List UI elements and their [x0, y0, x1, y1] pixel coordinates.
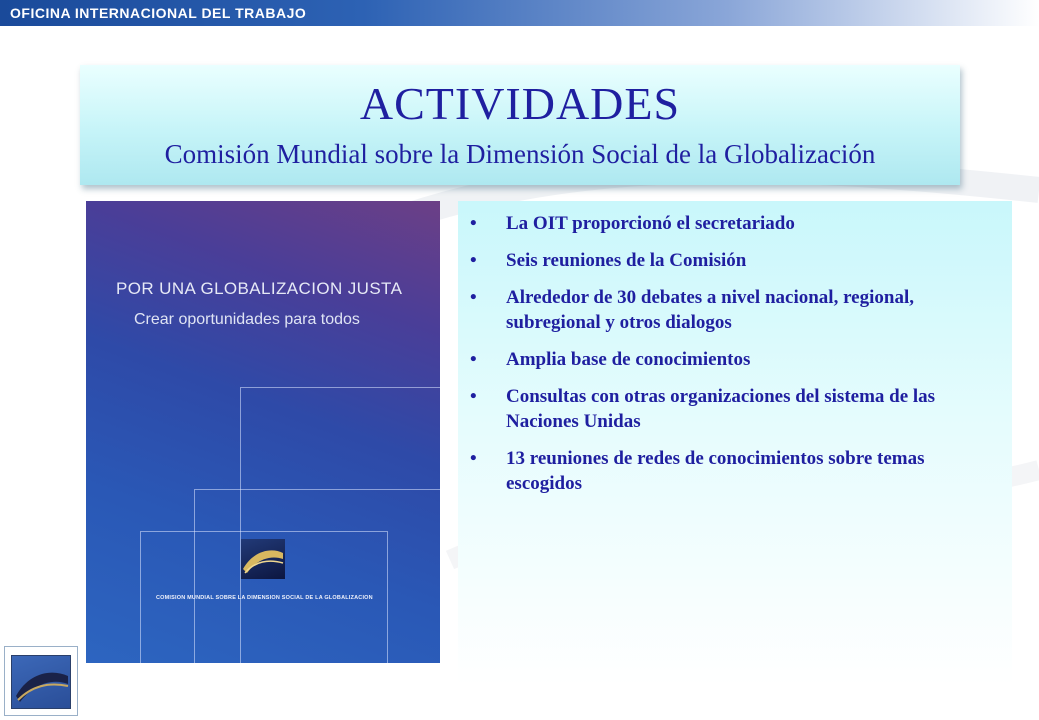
content-box: [458, 201, 1012, 685]
bullet-list: [466, 211, 996, 508]
title-box: [80, 65, 960, 185]
cover-title: POR UNA GLOBALIZACION JUSTA: [116, 279, 403, 298]
cover-footer: COMISION MUNDIAL SOBRE LA DIMENSION SOCIAL DE LA GLOBALIZACION: [156, 595, 373, 601]
bullet-item: • Seis reuniones de la Comisión: [466, 248, 996, 273]
page-title: ACTIVIDADES: [359, 78, 681, 129]
page-subtitle: Comisión Mundial sobre la Dimensión Social de la Globalización: [164, 139, 876, 169]
bullet-item: • Consultas con otras organizaciones del sistema de las Naciones Unidas: [466, 384, 996, 434]
book-cover-image: [86, 201, 440, 663]
cover-emblem-icon: [241, 539, 285, 579]
org-name: OFICINA INTERNACIONAL DEL TRABAJO: [10, 5, 307, 21]
bullet-item: • Amplia base de conocimientos: [466, 347, 996, 372]
bullet-item: • La OIT proporcionó el secretariado: [466, 211, 996, 236]
thumbnail-emblem-icon: [11, 655, 71, 709]
bullet-item: • Alrededor de 30 debates a nivel nacional, regional, subregional y otros dialogos: [466, 285, 996, 335]
cover-subtitle: Crear oportunidades para todos: [134, 311, 360, 328]
bullet-item: • 13 reuniones de redes de conocimientos sobre temas escogidos: [466, 446, 996, 496]
nav-thumbnail-button[interactable]: [4, 646, 78, 716]
